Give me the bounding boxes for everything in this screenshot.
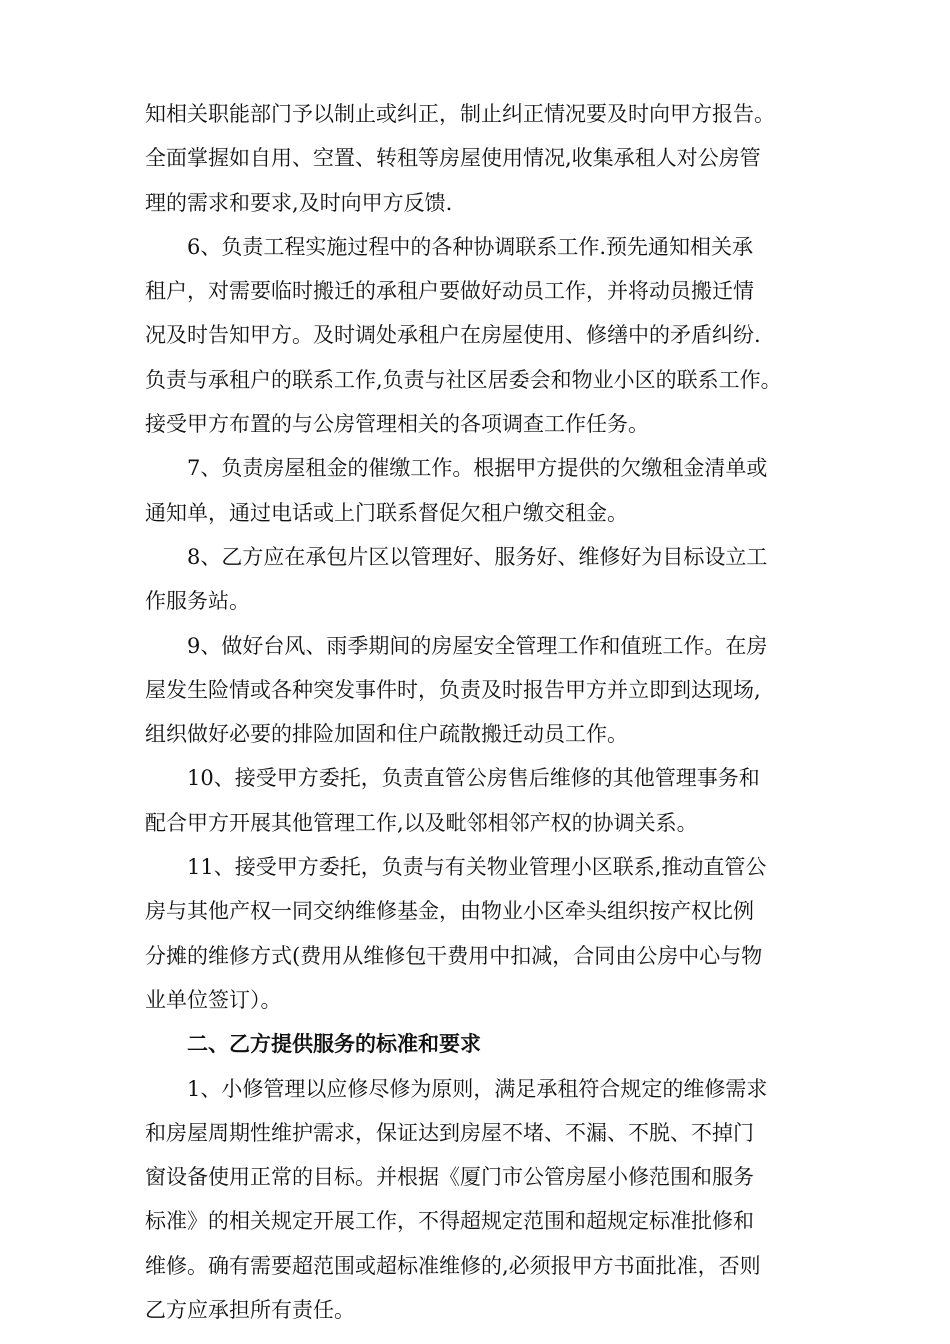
line-text: 窗设备使用正常的目标。并根据《厦门市公管房屋小修范围和服务: [145, 1165, 754, 1190]
text-line: [145, 92, 817, 136]
text-line: [145, 1288, 817, 1332]
line-text: 1、小修管理以应修尽修为原则，满足承租符合规定的维修需求: [187, 1076, 768, 1101]
line-text: 租户，对需要临时搬迁的承租户要做好动员工作，并将动员搬迁情: [145, 279, 754, 304]
line-text: 况及时告知甲方。及时调处承租户在房屋使用、修缮中的矛盾纠纷.: [145, 323, 761, 348]
text-line: [145, 1244, 817, 1288]
text-line: [145, 934, 817, 978]
text-line: [145, 1199, 817, 1243]
line-text: 作服务站。: [145, 589, 250, 614]
text-line: [145, 313, 817, 357]
text-line: [145, 358, 817, 402]
text-line: [145, 136, 817, 180]
line-text: 维修。确有需要超范围或超标准维修的,必须报甲方书面批准，否则: [145, 1253, 761, 1278]
line-text: 6、负责工程实施过程中的各种协调联系工作.预先通知相关承: [187, 234, 754, 259]
line-text: 乙方应承担所有责任。: [145, 1298, 355, 1323]
text-line: [145, 402, 817, 446]
text-line: [145, 668, 817, 712]
line-text: 通知单，通过电话或上门联系督促欠租户缴交租金。: [145, 500, 628, 525]
text-line: [145, 845, 817, 889]
line-text: 知相关职能部门予以制止或纠正，制止纠正情况要及时向甲方报告。: [145, 102, 775, 126]
text-line: [145, 978, 817, 1022]
line-text: 房与其他产权一同交纳维修基金，由物业小区牵头组织按产权比例: [145, 899, 754, 924]
text-line: [145, 624, 817, 668]
text-line: [145, 801, 817, 845]
line-text: 7、负责房屋租金的催缴工作。根据甲方提供的欠缴租金清单或: [187, 456, 768, 481]
text-line: [145, 756, 817, 800]
line-text: 屋发生险情或各种突发事件时，负责及时报告甲方并立即到达现场,: [145, 677, 761, 702]
line-text: 标准》的相关规定开展工作，不得超规定范围和超规定标准批修和: [145, 1209, 754, 1234]
text-line: [145, 181, 817, 225]
text-line: [145, 579, 817, 623]
line-text: 负责与承租户的联系工作,负责与社区居委会和物业小区的联系工作。: [145, 367, 782, 392]
line-text: 理的需求和要求,及时向甲方反馈.: [145, 190, 453, 215]
text-line: [145, 889, 817, 933]
text-line: [145, 491, 817, 535]
text-line: [145, 1111, 817, 1155]
line-text: 二、乙方提供服务的标准和要求: [187, 1031, 481, 1057]
text-line: [145, 1067, 817, 1111]
line-text: 9、做好台风、雨季期间的房屋安全管理工作和值班工作。在房: [187, 633, 768, 658]
line-text: 分摊的维修方式(费用从维修包干费用中扣减，合同由公房中心与物: [145, 943, 763, 968]
text-line: [145, 446, 817, 490]
line-text: 11、接受甲方委托，负责与有关物业管理小区联系,推动直管公: [187, 855, 767, 880]
text-line: [145, 225, 817, 269]
line-text: 业单位签订）。: [145, 987, 282, 1012]
text-line: [145, 712, 817, 756]
text-line: [145, 535, 817, 579]
line-text: 8、乙方应在承包片区以管理好、服务好、维修好为目标设立工: [187, 544, 768, 569]
document-page: [145, 92, 817, 1332]
line-text: 配合甲方开展其他管理工作,以及毗邻相邻产权的协调关系。: [145, 810, 698, 835]
line-text: 和房屋周期性维护需求，保证达到房屋不堵、不漏、不脱、不掉门: [145, 1120, 754, 1145]
line-text: 全面掌握如自用、空置、转租等房屋使用情况,收集承租人对公房管: [145, 146, 761, 171]
line-text: 接受甲方布置的与公房管理相关的各项调查工作任务。: [145, 412, 649, 437]
text-line: [145, 1155, 817, 1199]
text-line: [145, 269, 817, 313]
section-heading: [145, 1022, 817, 1066]
line-text: 组织做好必要的排险加固和住户疏散搬迁动员工作。: [145, 722, 628, 747]
line-text: 10、接受甲方委托，负责直管公房售后维修的其他管理事务和: [187, 766, 760, 791]
